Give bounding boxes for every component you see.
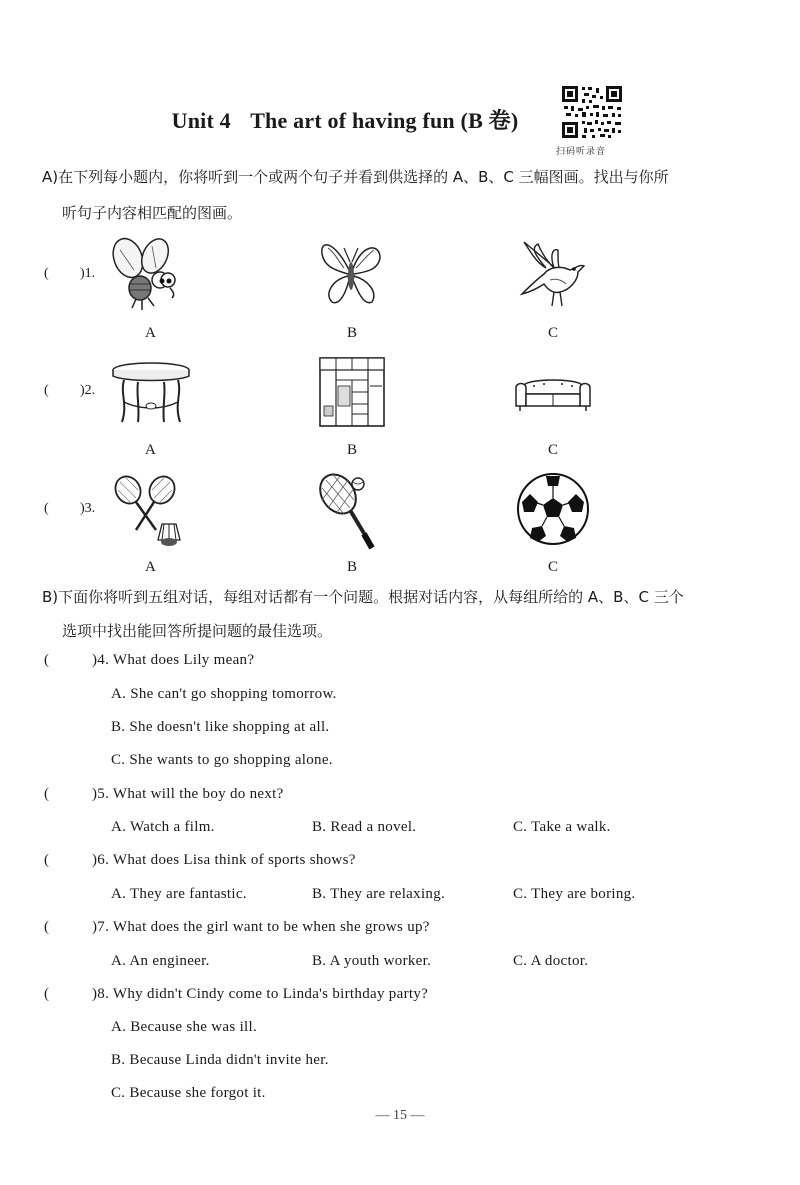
answer-paren[interactable]: ( xyxy=(44,266,49,281)
question-number: )3. xyxy=(80,501,96,516)
option-b: B. A youth worker. xyxy=(312,953,432,969)
answer-paren[interactable]: ( xyxy=(44,383,49,398)
option-letter: B xyxy=(347,442,358,458)
option-letter: C xyxy=(548,559,559,575)
answer-paren[interactable]: ( xyxy=(44,852,50,868)
section-b-instruction-cont: 选项中找出能回答所提问题的最佳选项。 xyxy=(62,622,333,640)
option-b: B. Because Linda didn't invite her. xyxy=(111,1052,329,1068)
option-letter: B xyxy=(347,559,358,575)
option-b: B. Read a novel. xyxy=(312,819,417,835)
answer-paren[interactable]: ( xyxy=(44,919,50,935)
question-stem: )4. What does Lily mean? xyxy=(92,652,255,668)
option-c: C. Because she forgot it. xyxy=(111,1085,266,1101)
question-number: )1. xyxy=(80,266,96,281)
option-letter: A xyxy=(145,559,156,575)
unit-title: The art of having fun (B 卷) xyxy=(250,108,519,133)
option-letter: A xyxy=(145,325,156,341)
section-b-instruction: B)下面你将听到五组对话，每组对话都有一个问题。根据对话内容，从每组所给的 A、B、C 三个 xyxy=(42,588,684,606)
option-letter: B xyxy=(347,325,358,341)
option-a: A. Watch a film. xyxy=(111,819,215,835)
question-stem: )7. What does the girl want to be when she grows up? xyxy=(92,919,430,935)
answer-paren[interactable]: ( xyxy=(44,786,50,802)
question-stem: )5. What will the boy do next? xyxy=(92,786,284,802)
answer-paren[interactable]: ( xyxy=(44,652,50,668)
option-c: C. They are boring. xyxy=(513,886,636,902)
section-a-instruction: A)在下列每小题内，你将听到一个或两个句子并看到供选择的 A、B、C 三幅图画。找出与你所 xyxy=(42,168,669,186)
question-stem: )6. What does Lisa think of sports shows? xyxy=(92,852,356,868)
option-a: A. They are fantastic. xyxy=(111,886,247,902)
option-c: C. Take a walk. xyxy=(513,819,611,835)
qr-caption: 扫码听录音 xyxy=(556,147,607,157)
unit-label: Unit 4 xyxy=(171,108,231,133)
option-a: A. Because she was ill. xyxy=(111,1019,258,1035)
tennis-icon xyxy=(316,470,380,555)
option-c: C. A doctor. xyxy=(513,953,589,969)
section-a-instruction-cont: 听句子内容相匹配的图画。 xyxy=(62,204,243,222)
option-b: B. She doesn't like shopping at all. xyxy=(111,719,330,735)
option-b: B. They are relaxing. xyxy=(312,886,446,902)
option-a: A. She can't go shopping tomorrow. xyxy=(111,686,337,702)
answer-paren[interactable]: ( xyxy=(44,501,49,516)
option-c: C. She wants to go shopping alone. xyxy=(111,752,333,768)
bird-icon xyxy=(514,236,590,317)
question-number: )2. xyxy=(80,383,96,398)
answer-paren[interactable]: ( xyxy=(44,986,50,1002)
fly-icon xyxy=(110,236,182,317)
football-icon xyxy=(516,472,590,551)
question-stem: )8. Why didn't Cindy come to Linda's birthday party? xyxy=(92,986,429,1002)
option-a: A. An engineer. xyxy=(111,953,210,969)
qr-code-icon[interactable] xyxy=(560,84,624,140)
option-letter: C xyxy=(548,442,559,458)
table-icon xyxy=(110,360,192,433)
page-number: — 15 — xyxy=(375,1108,425,1123)
option-letter: A xyxy=(145,442,156,458)
sofa-icon xyxy=(514,372,592,419)
wardrobe-icon xyxy=(318,356,386,433)
badminton-icon xyxy=(110,472,186,553)
option-letter: C xyxy=(548,325,559,341)
butterfly-icon xyxy=(316,236,386,313)
